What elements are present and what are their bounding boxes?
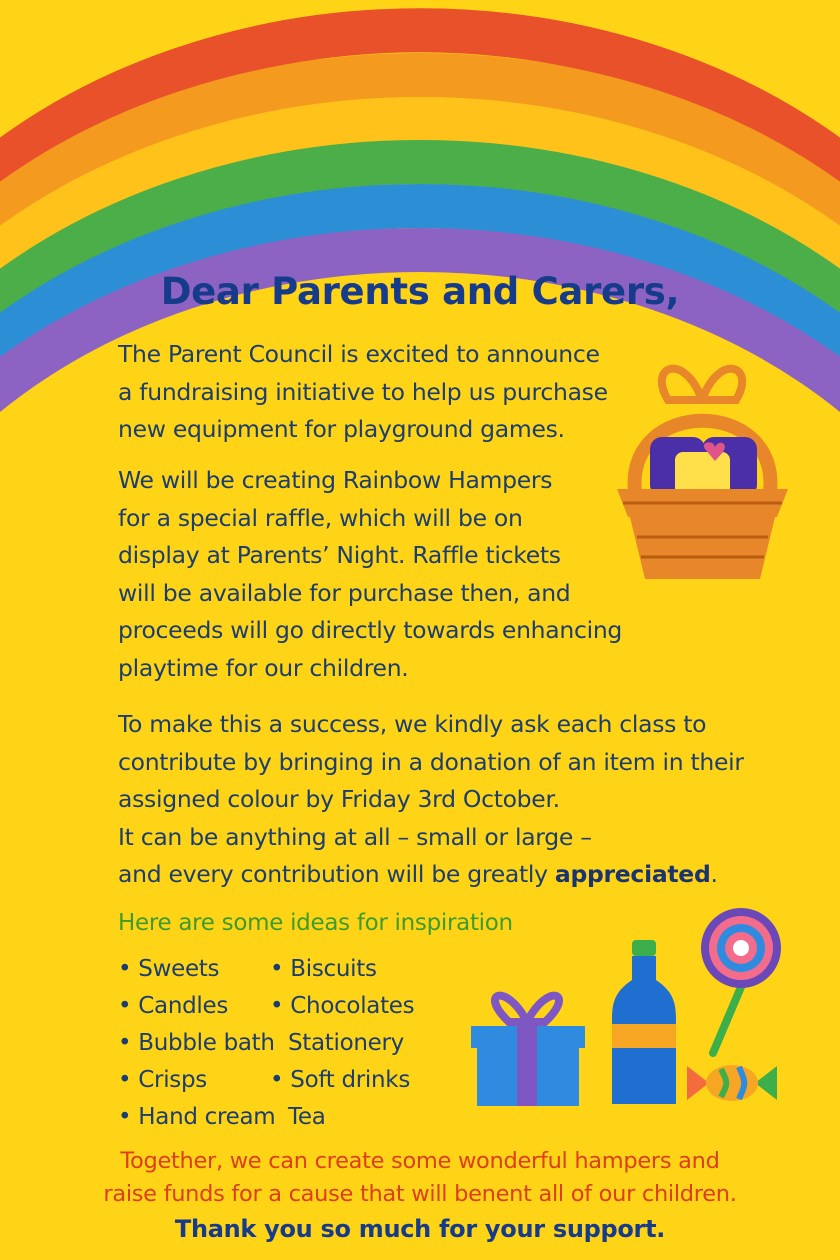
raffle-line: for a special raffle, which will be on <box>118 503 523 532</box>
idea-item: • Bubble bath <box>118 1030 275 1056</box>
thank-you-line: Thank you so much for your support. <box>174 1215 666 1243</box>
donation-last-end: . <box>710 860 718 888</box>
donation-line: assigned colour by Friday 3rd October. <box>118 785 560 813</box>
idea-item: Stationery <box>288 1030 404 1056</box>
raffle-line: proceeds will go directly towards enhancing <box>118 616 623 644</box>
idea-item: • Sweets <box>118 956 220 982</box>
raffle-line: will be available for purchase then, and <box>118 578 571 607</box>
hamper-basket-icon <box>605 357 800 582</box>
donation-paragraph <box>118 706 744 894</box>
ideas-title: Here are some ideas for inspiration <box>118 910 513 936</box>
idea-item: • Hand cream <box>118 1104 276 1130</box>
idea-item: • Candles <box>118 993 229 1019</box>
idea-item: • Biscuits <box>270 956 377 982</box>
idea-item: • Soft drinks <box>270 1067 410 1093</box>
bottle-icon <box>608 940 680 1108</box>
raffle-paragraph <box>118 462 622 687</box>
raffle-line: display at Parents’ Night. Raffle tickets <box>118 541 561 569</box>
idea-item: • Chocolates <box>270 993 415 1019</box>
intro-line: a fundraising initiative to help us purchase <box>118 377 608 406</box>
idea-item: • Crisps <box>118 1067 207 1093</box>
donation-line: To make this a success, we kindly ask each class to <box>118 710 707 738</box>
donation-last-line <box>118 856 744 894</box>
donation-line: contribute by bringing in a donation of an item in their <box>118 747 744 776</box>
raffle-line: We will be creating Rainbow Hampers <box>118 466 553 494</box>
wrapped-sweet-icon <box>683 1058 781 1108</box>
donation-last-start: and every contribution will be greatly <box>118 860 555 888</box>
intro-line: new equipment for playground games. <box>118 415 565 443</box>
appreciated-emphasis: appreciated <box>554 860 711 888</box>
gift-box-icon <box>467 982 589 1108</box>
closing-line: raise funds for a cause that will benent all of our children. <box>103 1181 737 1207</box>
idea-item: Tea <box>288 1104 326 1130</box>
intro-paragraph <box>118 336 608 449</box>
raffle-line: playtime for our children. <box>118 653 409 682</box>
closing-line: Together, we can create some wonderful hampers and <box>120 1148 720 1174</box>
donation-line: It can be anything at all – small or large – <box>118 822 592 851</box>
intro-line: The Parent Council is excited to announce <box>118 340 600 368</box>
lollipop-icon <box>695 905 785 1057</box>
letter-heading: Dear Parents and Carers, <box>160 270 680 313</box>
